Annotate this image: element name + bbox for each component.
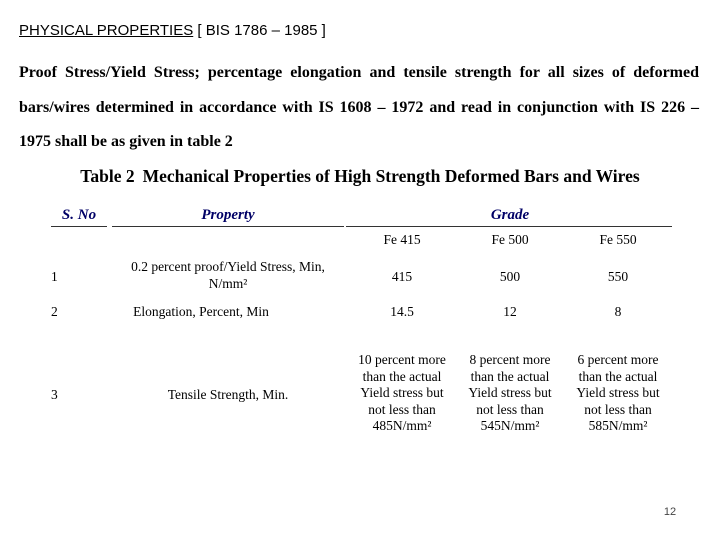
- grade-fe415: Fe 415: [383, 232, 421, 247]
- row1-sno: 1: [51, 269, 58, 284]
- row3-fe500-line: not less than: [476, 401, 544, 417]
- row1-fe550: 550: [607, 269, 629, 284]
- row3-fe415-line: 10 percent more: [358, 352, 446, 367]
- table-caption: [0, 165, 720, 187]
- row1-fe415: 415: [391, 269, 413, 284]
- row3-fe550-line: 6 percent more: [577, 352, 659, 367]
- intro-paragraph: Proof Stress/Yield Stress; percentage elongation and tensile strength for all sizes of deformed bars/wires determined in accordance with IS 1608 – 1972 and read in conjunction with IS 226 – 1975 shall be as given in table 2: [19, 64, 699, 150]
- header-grade: Grade: [490, 207, 530, 223]
- header-property: Property: [112, 205, 344, 227]
- row3-fe550-line: than the actual: [578, 368, 658, 384]
- row3-fe415-line: 485N/mm²: [372, 418, 432, 434]
- row3-fe550-line: not less than: [584, 401, 652, 417]
- row2-property: Elongation, Percent, Min: [133, 304, 269, 319]
- page-heading: [19, 20, 326, 42]
- row2-fe415: 14.5: [390, 304, 414, 319]
- page-number: 12: [663, 506, 677, 518]
- row3-property: Tensile Strength, Min.: [167, 387, 289, 402]
- row2-sno: 2: [51, 304, 58, 319]
- grade-fe550: Fe 550: [599, 232, 637, 247]
- table-caption-title: Mechanical Properties of High Strength Deformed Bars and Wires: [142, 166, 640, 186]
- row3-fe550-line: Yield stress but: [576, 385, 660, 401]
- row2-fe550: 8: [614, 304, 622, 319]
- heading-standard: [ BIS 1786 – 1985 ]: [193, 22, 326, 39]
- row1-property-line2: N/mm²: [208, 275, 248, 291]
- heading-underlined: PHYSICAL PROPERTIES: [19, 22, 194, 39]
- row3-fe415-line: than the actual: [362, 368, 442, 384]
- header-sno: S. No: [51, 205, 107, 227]
- row3-fe415-line: not less than: [368, 401, 436, 417]
- row3-sno: 3: [51, 387, 58, 402]
- table-caption-number: Table 2: [80, 166, 135, 186]
- row3-fe500-line: than the actual: [470, 368, 550, 384]
- row3-fe500-line: 8 percent more: [469, 352, 551, 367]
- row3-fe550: [564, 352, 672, 435]
- row3-fe500: [456, 352, 564, 435]
- row1-property: [112, 259, 344, 292]
- row1-property-line1: 0.2 percent proof/Yield Stress, Min,: [131, 259, 325, 274]
- grade-fe500: Fe 500: [491, 232, 529, 247]
- grade-divider: [346, 226, 672, 227]
- row2-fe500: 12: [503, 304, 517, 319]
- row3-fe550-line: 585N/mm²: [588, 418, 648, 434]
- row3-fe415: [348, 352, 456, 435]
- row3-fe500-line: Yield stress but: [468, 385, 552, 401]
- row3-fe500-line: 545N/mm²: [480, 418, 540, 434]
- row1-fe500: 500: [499, 269, 521, 284]
- row3-fe415-line: Yield stress but: [360, 385, 444, 401]
